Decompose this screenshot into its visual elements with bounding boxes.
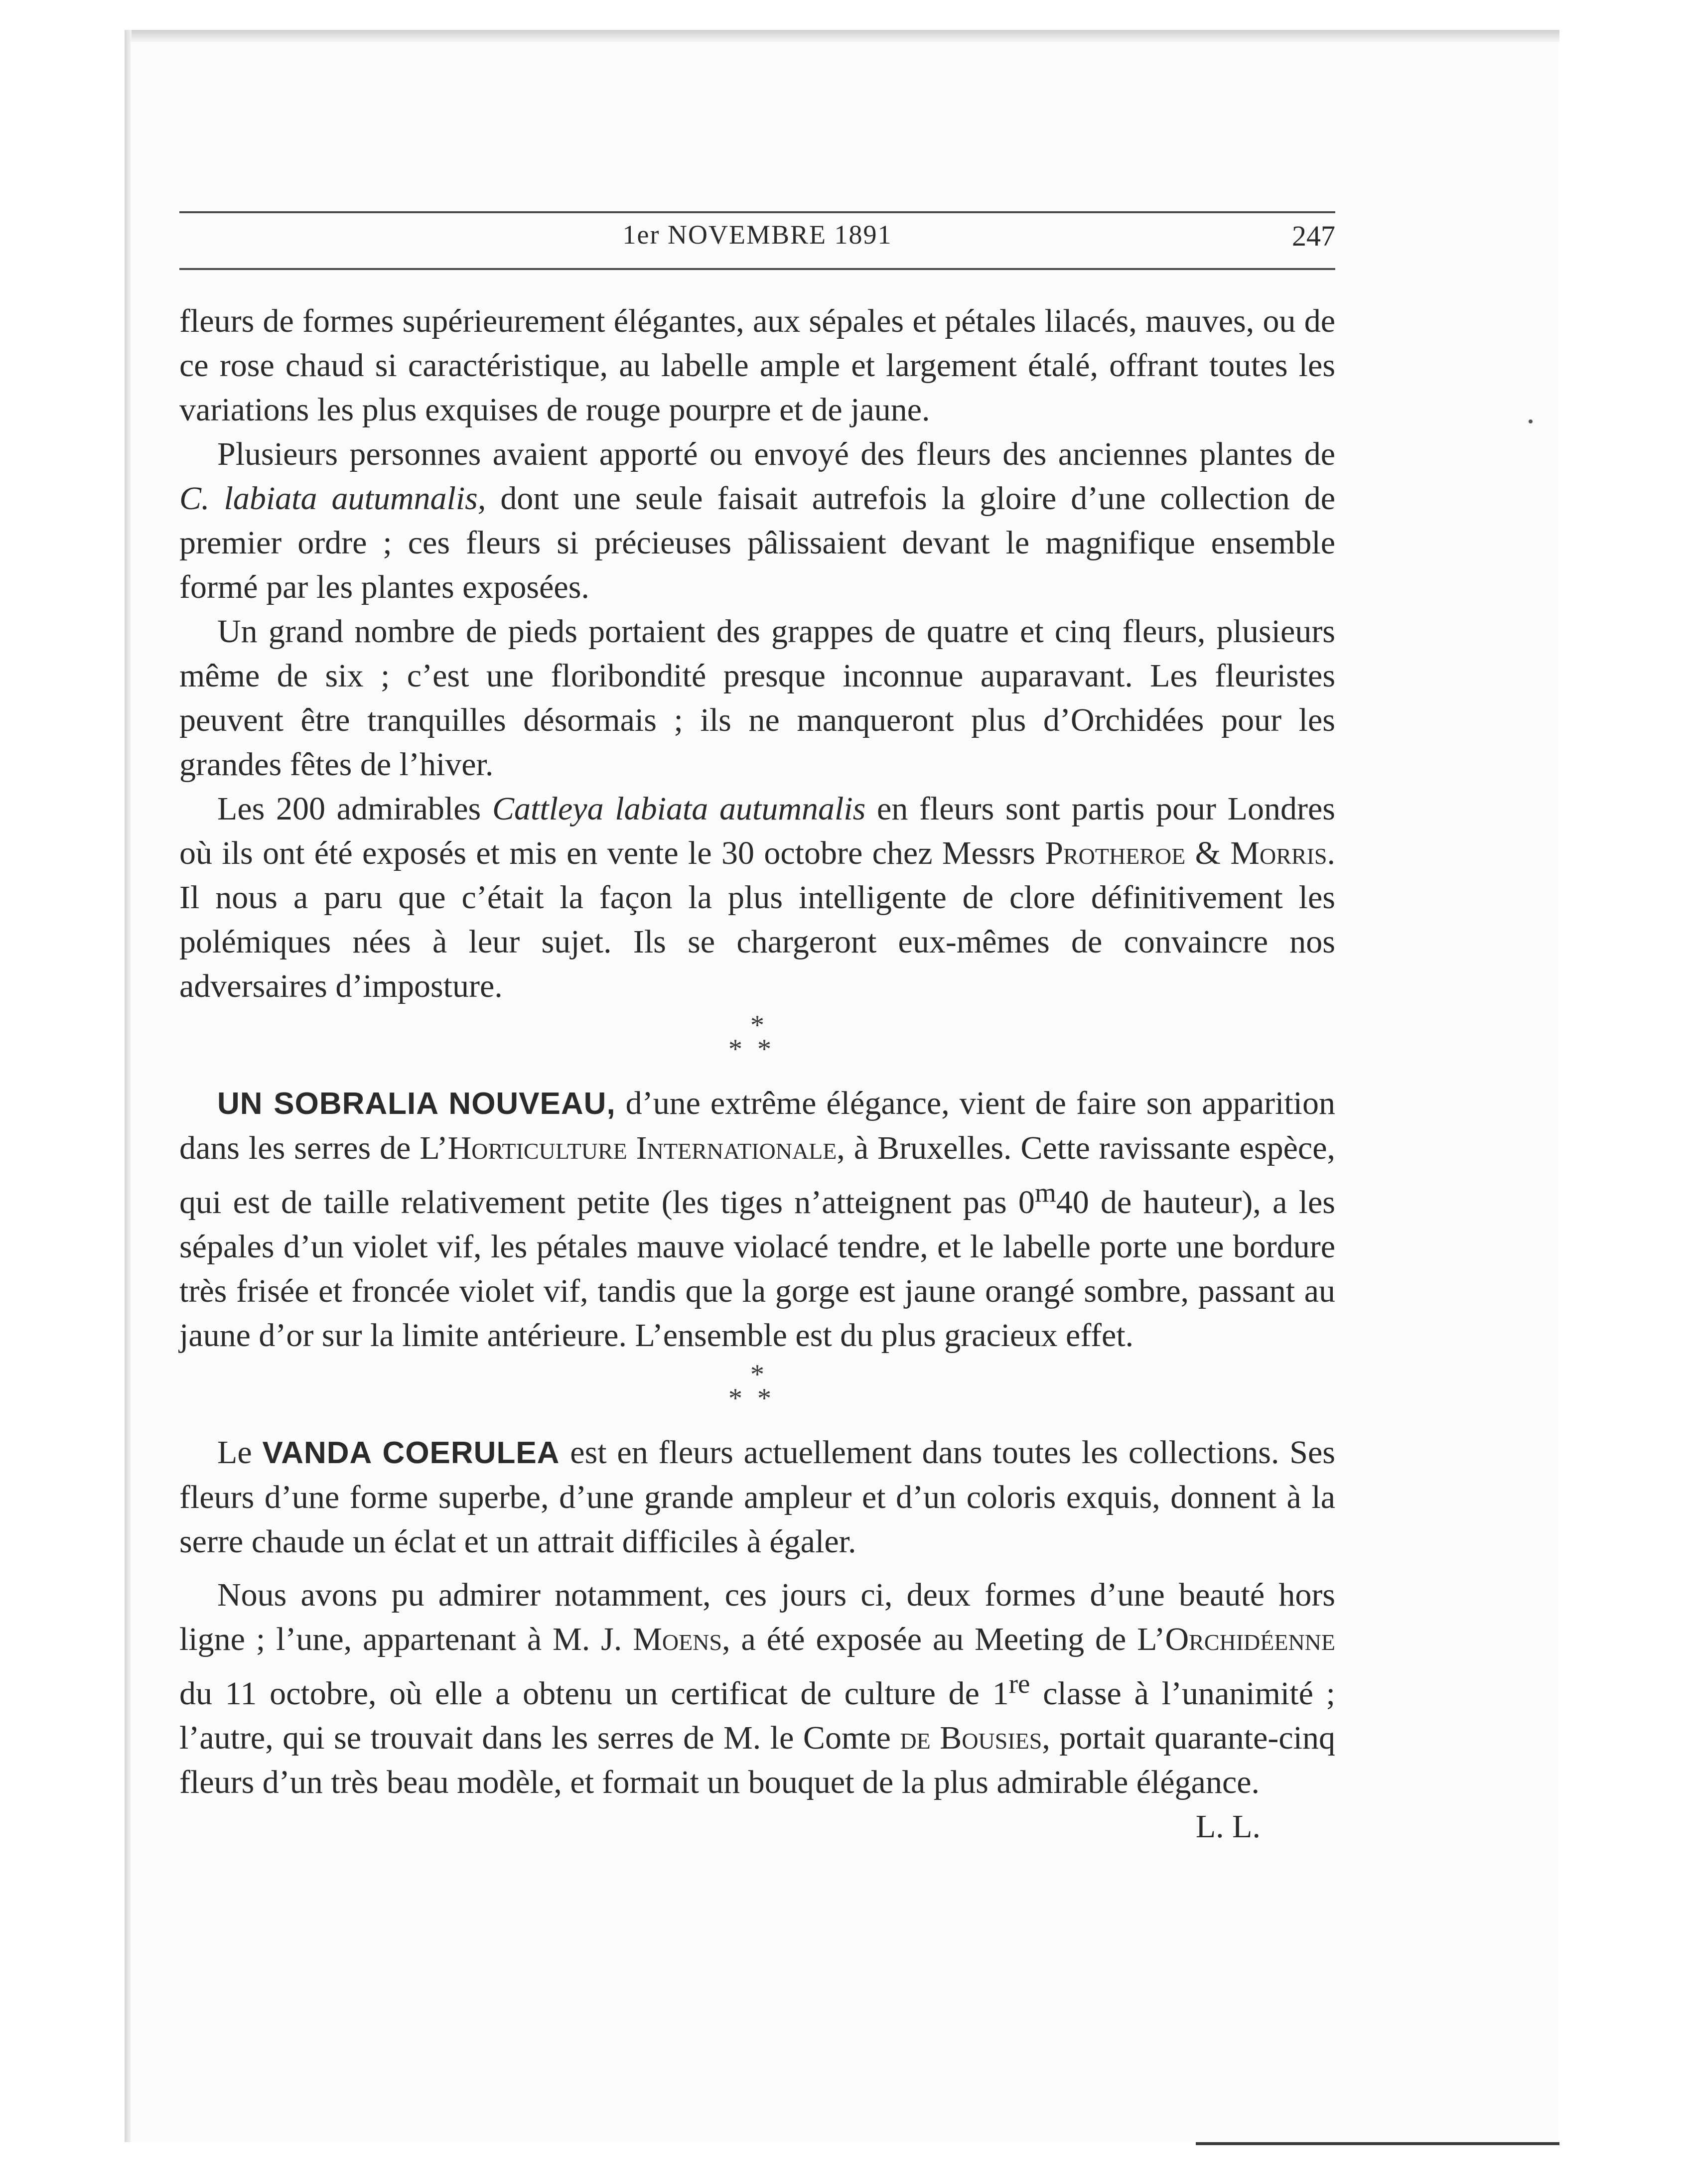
paragraph-two-forms xyxy=(179,1573,1336,1845)
proper-name: L’Horticulture Internationale xyxy=(420,1130,837,1166)
section-heading: UN SOBRALIA NOUVEAU, xyxy=(217,1087,616,1121)
ordinal-superscript: re xyxy=(1008,1668,1030,1699)
paragraph-old-plants xyxy=(179,432,1335,609)
text-run: & xyxy=(1185,835,1231,871)
text-run: Le xyxy=(217,1434,263,1471)
species-name: C. labiata autumnalis, xyxy=(179,480,486,517)
text-run: . Il nous a paru que c’était la façon la plus intelligente de clore définitivement les polémiques nées à leur sujet. Ils se chargeront eux-mêmes de convaincre nos adversaires d’imposture. xyxy=(179,835,1335,1004)
text-run: en fleurs sont partis pour Londres où ils ont été exposés et mis en vente le 30 octobre chez Messrs xyxy=(179,791,1335,871)
text-run: Plusieurs personnes avaient apporté ou envoyé des fleurs des anciennes plantes de xyxy=(217,436,1335,472)
paragraph-london-sale xyxy=(179,787,1335,1008)
text-run: , a été exposée au Meeting de xyxy=(722,1621,1137,1657)
paragraph-vanda xyxy=(179,1430,1335,1564)
species-name: Cattleya labiata autumnalis xyxy=(492,791,866,827)
paragraph-floribundity: Un grand nombre de pieds portaient des grappes de quatre et cinq fleurs, plusieurs même de six ; c’est une floribondité presque inconnue auparavant. Les fleuristes peuvent être tranquilles désormais ; ils ne manqueront plus d’Orchidées pour les grandes fêtes de l’hiver. xyxy=(179,613,1335,783)
author-signature: L. L. xyxy=(1195,1808,1261,1845)
text-run: d’une extrême élégance, vient de faire son apparition dans les serres de xyxy=(179,1085,1335,1166)
paragraph-continuation: fleurs de formes supérieurement élégantes, aux sépales et pétales lilacés, mauves, ou de ce rose chaud si caractéristique, au labelle ample et largement étalé, offrant toutes les variations les plus exquises de rouge pourpre et de jaune. xyxy=(179,303,1335,428)
scan-speck xyxy=(1529,419,1533,423)
header-rule-top xyxy=(179,211,1335,213)
text-run: Nous avons pu admirer notamment, ces jours ci, deux formes d’une beauté hors ligne ; l’une, appartenant à M. J. xyxy=(179,1577,1335,1657)
asterism-separator xyxy=(179,1359,1335,1414)
unit-superscript: m xyxy=(1034,1177,1056,1208)
scan-edge-bottom xyxy=(1196,2142,1559,2145)
scan-shadow-top xyxy=(125,30,1559,42)
asterism-separator xyxy=(179,1010,1335,1065)
text-run: classe à l’unanimité ; l’autre, qui se trouvait dans les serres de M. le Comte xyxy=(179,1675,1335,1756)
section-heading: VANDA COERULEA xyxy=(262,1436,560,1470)
page-number: 247 xyxy=(1292,220,1335,252)
asterism-star: * xyxy=(750,1010,764,1041)
running-head-date: 1er NOVEMBRE 1891 xyxy=(622,220,892,250)
text-run: 40 de hauteur), a les sépales d’un violet vif, les pétales mauve violacé tendre, et le labelle porte une bordure très frisée et froncée violet vif, tandis que la gorge est jaune orangé sombre, passant au jaune d’or sur la limite antérieure. L’ensemble est du plus gracieux effet. xyxy=(179,1184,1335,1354)
header-rule-bottom xyxy=(179,268,1335,270)
text-run: , à Bruxelles. Cette ravissante espèce, qui est de taille relativement petite (les tiges n’atteignent pas 0 xyxy=(179,1130,1335,1221)
proper-name: de Bousies xyxy=(900,1720,1042,1756)
asterism-stars: ** xyxy=(728,1034,786,1065)
text-run: du 11 octobre, où elle a obtenu un certificat de culture de 1 xyxy=(179,1675,1009,1712)
article-body xyxy=(179,299,1335,1849)
paragraph-sobralia xyxy=(179,1081,1335,1358)
text-run: Les 200 admirables xyxy=(217,791,492,827)
asterism-stars: ** xyxy=(728,1383,786,1414)
asterism-star: * xyxy=(750,1359,764,1390)
proper-name: Moens xyxy=(633,1621,722,1657)
proper-name: Protheroe xyxy=(1045,835,1186,871)
proper-name: L’Orchidéenne xyxy=(1137,1621,1335,1657)
text-run: , portait quarante-cinq fleurs d’un très beau modèle, et formait un bouquet de la plus admirable élégance. xyxy=(179,1720,1336,1800)
running-head xyxy=(179,214,1335,259)
proper-name: Morris xyxy=(1230,835,1327,871)
text-run: est en fleurs actuellement dans toutes les collections. Ses fleurs d’une forme superbe, d’une grande ampleur et d’un coloris exquis, donnent à la serre chaude un éclat et un attrait difficiles à égaler. xyxy=(179,1434,1335,1560)
text-run: dont une seule faisait autrefois la gloire d’une collection de premier ordre ; ces fleurs si précieuses pâlissaient devant le magnifique ensemble formé par les plantes exposées. xyxy=(179,480,1336,605)
